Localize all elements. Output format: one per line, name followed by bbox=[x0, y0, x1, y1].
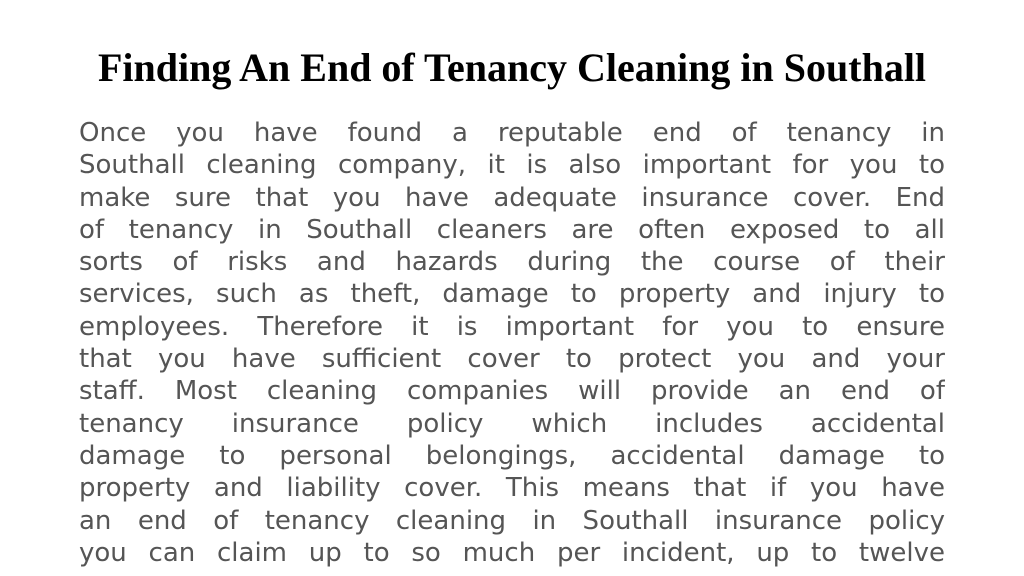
body-line: employees. Therefore it is important for you to ensure bbox=[79, 311, 945, 342]
body-paragraph bbox=[79, 117, 945, 569]
body-line: Once you have found a reputable end of tenancy in bbox=[79, 118, 945, 148]
slide-title: Finding An End of Tenancy Cleaning in Southall bbox=[97, 45, 927, 90]
body-line: damage to personal belongings, accidental damage to bbox=[79, 440, 945, 471]
body-line: staff. Most cleaning companies will provide an end of bbox=[79, 376, 945, 407]
body-line: make sure that you have adequate insurance cover. End bbox=[79, 182, 945, 213]
body-line: sorts of risks and hazards during the course of their bbox=[79, 247, 945, 278]
body-line: tenancy insurance policy which includes accidental bbox=[79, 408, 945, 439]
body-line: Southall cleaning company, it is also important for you to bbox=[79, 150, 945, 181]
body-line: you can claim up to so much per incident, up to twelve bbox=[79, 537, 945, 568]
body-line: of tenancy in Southall cleaners are often exposed to all bbox=[79, 214, 945, 245]
body-line: an end of tenancy cleaning in Southall insurance policy bbox=[79, 505, 945, 536]
body-line: property and liability cover. This means that if you have bbox=[79, 473, 945, 504]
body-line: that you have sufficient cover to protect you and your bbox=[79, 344, 945, 375]
body-line: services, such as theft, damage to property and injury to bbox=[79, 279, 945, 310]
